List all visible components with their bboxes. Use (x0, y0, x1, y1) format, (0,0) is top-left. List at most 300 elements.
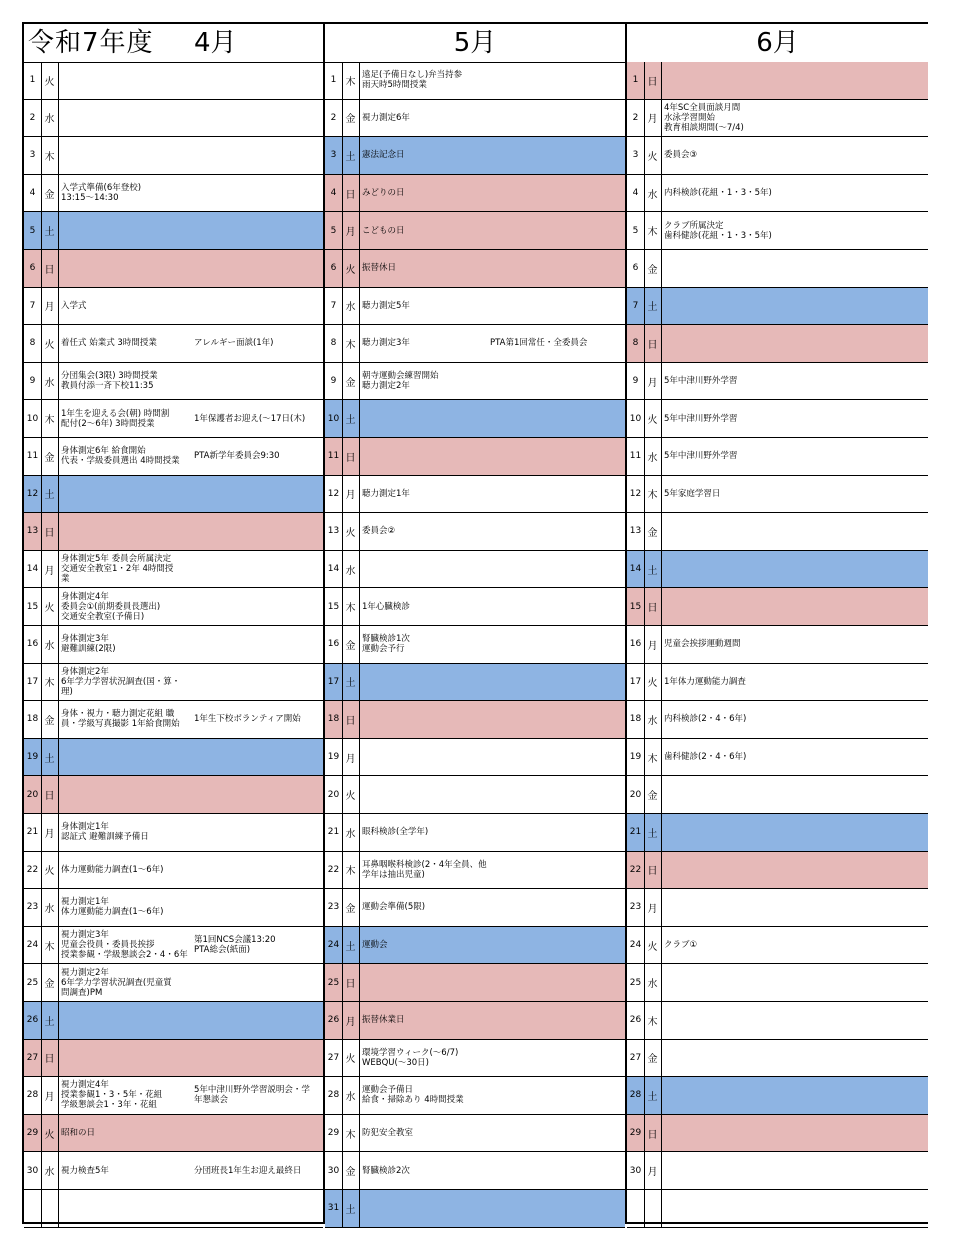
day-row (24, 1040, 323, 1078)
day-row (24, 325, 323, 363)
event-text (664, 814, 802, 851)
day-row (627, 739, 928, 777)
day-number: 22 (325, 852, 343, 889)
day-number: 4 (325, 175, 343, 212)
event-text: 4年SC全員面談月間 水泳学習開始 教育相談期間(～7/4) (664, 102, 744, 133)
events-cell (59, 1002, 323, 1039)
day-row (24, 1115, 323, 1153)
weekday: 木 (41, 137, 59, 174)
day-row (627, 1040, 928, 1078)
weekday: 土 (342, 400, 360, 437)
event-text: 遠足(予備日なし)弁当持参 雨天時5時間授業 (362, 70, 463, 91)
day-row (627, 1152, 928, 1190)
event-text-secondary (194, 776, 323, 813)
day-number: 26 (627, 1002, 645, 1039)
day-row (627, 1002, 928, 1040)
day-row (325, 588, 625, 626)
event-text-secondary (792, 1077, 928, 1114)
day-number: 30 (627, 1152, 645, 1189)
event-text-secondary (490, 1002, 625, 1039)
event-text-secondary (194, 1002, 323, 1039)
events-cell (360, 100, 625, 137)
event-text-secondary (490, 363, 625, 400)
day-number: 21 (325, 814, 343, 851)
events-cell (59, 626, 323, 663)
day-number: 18 (325, 701, 343, 738)
day-number: 15 (325, 588, 343, 625)
events-cell (662, 62, 928, 99)
day-number: 13 (24, 513, 42, 550)
weekday: 水 (342, 551, 360, 588)
events-cell (360, 852, 625, 889)
event-text-secondary: PTA第1回常任・全委員会 (490, 338, 588, 349)
day-number: 26 (325, 1002, 343, 1039)
day-number: 24 (325, 927, 343, 964)
event-text: 身体測定1年 認証式 避難訓練予備日 (61, 822, 149, 843)
events-cell (360, 363, 625, 400)
weekday: 木 (41, 400, 59, 437)
day-number: 1 (325, 62, 343, 99)
event-text-secondary (490, 100, 625, 137)
event-text (664, 1040, 802, 1077)
event-text-secondary (490, 1040, 625, 1077)
events-cell (59, 852, 323, 889)
weekday: 日 (41, 513, 59, 550)
event-text-secondary (490, 701, 625, 738)
month-column-june (627, 24, 928, 1222)
event-text (664, 325, 802, 362)
day-row (325, 551, 625, 589)
events-cell (360, 513, 625, 550)
events-cell (662, 175, 928, 212)
event-text-secondary (490, 664, 625, 701)
event-text: 視力測定4年 授業参観1・3・5年・花組 学級懇談会1・3年・花組 (61, 1080, 163, 1111)
weekday: 木 (342, 325, 360, 362)
day-row (325, 438, 625, 476)
day-number: 11 (24, 438, 42, 475)
day-row (24, 250, 323, 288)
day-number: 27 (24, 1040, 42, 1077)
event-text-secondary (792, 1002, 928, 1039)
event-text-secondary (490, 1190, 625, 1227)
event-text-secondary (792, 551, 928, 588)
day-row (325, 739, 625, 777)
events-cell (360, 701, 625, 738)
event-text: 腎臓検診2次 (362, 1165, 410, 1176)
day-number: 2 (627, 100, 645, 137)
events-cell (360, 250, 625, 287)
event-text-secondary (490, 964, 625, 1001)
weekday: 土 (644, 288, 662, 325)
weekday: 火 (644, 137, 662, 174)
event-text (61, 137, 199, 174)
weekday: 月 (644, 100, 662, 137)
event-text-secondary (792, 776, 928, 813)
events-cell (360, 325, 625, 362)
day-row (325, 137, 625, 175)
day-row (627, 964, 928, 1002)
events-cell (360, 288, 625, 325)
weekday: 水 (644, 701, 662, 738)
events-cell (59, 1040, 323, 1077)
event-text: 昭和の日 (61, 1128, 96, 1139)
events-cell (662, 701, 928, 738)
day-number: 8 (24, 325, 42, 362)
day-row (325, 212, 625, 250)
event-text: 内科検診(2・4・6年) (664, 714, 747, 725)
events-cell (662, 1040, 928, 1077)
day-number: 17 (325, 664, 343, 701)
events-cell (59, 363, 323, 400)
day-row (24, 513, 323, 551)
event-text-secondary: 5年中津川野外学習説明会・学 年懇談会 (194, 1085, 310, 1106)
event-text: 分団集会(3限) 3時間授業 教員付添一斉下校11:35 (61, 371, 158, 392)
day-row (325, 1115, 625, 1153)
event-text (664, 889, 802, 926)
event-text-secondary (490, 776, 625, 813)
day-number: 16 (325, 626, 343, 663)
day-row (24, 1190, 323, 1228)
event-text-secondary (490, 250, 625, 287)
day-number: 14 (24, 551, 42, 588)
events-cell (662, 438, 928, 475)
events-cell (59, 551, 323, 588)
events-cell (360, 1190, 625, 1227)
weekday: 木 (41, 664, 59, 701)
event-text (362, 664, 500, 701)
day-number: 19 (24, 739, 42, 776)
events-cell (360, 1077, 625, 1114)
events-cell (662, 551, 928, 588)
event-text-secondary (792, 288, 928, 325)
event-text (664, 513, 802, 550)
weekday: 水 (342, 1077, 360, 1114)
weekday: 日 (41, 776, 59, 813)
event-text-secondary (194, 212, 323, 249)
day-row (627, 438, 928, 476)
day-number: 26 (24, 1002, 42, 1039)
day-number: 27 (627, 1040, 645, 1077)
event-text-secondary (194, 739, 323, 776)
weekday: 月 (41, 814, 59, 851)
day-number: 5 (325, 212, 343, 249)
day-number: 20 (24, 776, 42, 813)
day-row (24, 739, 323, 777)
events-cell (59, 701, 323, 738)
event-text-secondary: 1年保護者お迎え(～17日(木) (194, 413, 306, 424)
weekday: 日 (644, 62, 662, 99)
day-number: 22 (24, 852, 42, 889)
day-number: 10 (325, 400, 343, 437)
day-number: 3 (24, 137, 42, 174)
month-header (24, 24, 323, 63)
event-text: 防犯安全教室 (362, 1128, 414, 1139)
month-header (627, 24, 928, 63)
day-number: 28 (627, 1077, 645, 1114)
event-text (362, 964, 500, 1001)
events-cell (59, 964, 323, 1001)
event-text-secondary (792, 814, 928, 851)
events-cell (662, 927, 928, 964)
day-row (325, 776, 625, 814)
event-text (362, 701, 500, 738)
events-cell (360, 400, 625, 437)
event-text-secondary (792, 588, 928, 625)
weekday: 金 (342, 889, 360, 926)
weekday: 金 (342, 363, 360, 400)
day-row (325, 62, 625, 100)
event-text: 環境学習ウィーク(～6/7) WEBQU(～30日) (362, 1047, 459, 1068)
month-column-may (325, 24, 627, 1222)
weekday: 水 (644, 438, 662, 475)
event-text-secondary (194, 551, 323, 588)
day-row (325, 964, 625, 1002)
event-text-secondary (792, 513, 928, 550)
weekday: 日 (644, 588, 662, 625)
events-cell (662, 250, 928, 287)
day-number: 12 (627, 476, 645, 513)
event-text (664, 1002, 802, 1039)
weekday: 月 (644, 626, 662, 663)
day-number: 14 (325, 551, 343, 588)
weekday: 木 (644, 212, 662, 249)
event-text-secondary (792, 739, 928, 776)
weekday: 火 (342, 776, 360, 813)
weekday: 月 (644, 1152, 662, 1189)
day-number: 12 (325, 476, 343, 513)
day-row (325, 363, 625, 401)
events-cell (662, 288, 928, 325)
weekday: 金 (342, 626, 360, 663)
event-text-secondary (194, 1040, 323, 1077)
event-text: 視力検査5年 (61, 1165, 109, 1176)
weekday: 金 (644, 776, 662, 813)
event-text: 視力測定6年 (362, 112, 410, 123)
event-text-secondary (194, 588, 323, 625)
event-text-secondary (194, 1115, 323, 1152)
weekday: 火 (342, 250, 360, 287)
events-cell (360, 626, 625, 663)
event-text (664, 1115, 802, 1152)
day-number: 31 (325, 1190, 343, 1227)
day-row (325, 325, 625, 363)
event-text-secondary (490, 212, 625, 249)
events-cell (662, 1190, 928, 1227)
day-row (627, 1077, 928, 1115)
events-cell (59, 325, 323, 362)
day-number: 30 (325, 1152, 343, 1189)
day-number: 2 (325, 100, 343, 137)
event-text (61, 1002, 199, 1039)
weekday: 木 (644, 476, 662, 513)
event-text-secondary (194, 964, 323, 1001)
day-number: 15 (24, 588, 42, 625)
event-text (61, 513, 199, 550)
weekday: 土 (644, 1077, 662, 1114)
events-cell (360, 1040, 625, 1077)
event-text (664, 250, 802, 287)
event-text: 5年中津川野外学習 (664, 376, 738, 387)
day-number: 29 (627, 1115, 645, 1152)
weekday: 水 (342, 288, 360, 325)
events-cell (360, 476, 625, 513)
events-cell (360, 927, 625, 964)
event-text: 視力測定1年 体力運動能力調査(1～6年) (61, 897, 164, 918)
event-text: 5年中津川野外学習 (664, 413, 738, 424)
day-row (24, 701, 323, 739)
day-number: 22 (627, 852, 645, 889)
event-text-secondary (194, 363, 323, 400)
month-title: 4月 (194, 28, 237, 58)
day-row (325, 1077, 625, 1115)
event-text (362, 438, 500, 475)
event-text: 運動会 (362, 940, 388, 951)
school-calendar (22, 22, 928, 1224)
event-text-secondary (792, 212, 928, 249)
day-number (627, 1190, 645, 1227)
event-text-secondary (490, 889, 625, 926)
event-text-secondary (490, 1115, 625, 1152)
event-text (664, 852, 802, 889)
weekday: 火 (644, 927, 662, 964)
day-row (325, 1152, 625, 1190)
day-number: 20 (325, 776, 343, 813)
day-number: 6 (325, 250, 343, 287)
event-text-secondary (490, 400, 625, 437)
day-row (627, 400, 928, 438)
weekday: 日 (342, 175, 360, 212)
event-text: 委員会③ (664, 150, 698, 161)
day-number: 29 (325, 1115, 343, 1152)
day-number: 19 (627, 739, 645, 776)
weekday: 金 (41, 964, 59, 1001)
events-cell (662, 363, 928, 400)
weekday: 金 (342, 100, 360, 137)
event-text (362, 551, 500, 588)
event-text-secondary (490, 1152, 625, 1189)
day-row (24, 852, 323, 890)
events-cell (59, 1152, 323, 1189)
weekday: 日 (644, 1115, 662, 1152)
event-text-secondary (490, 476, 625, 513)
weekday: 金 (342, 1152, 360, 1189)
day-row (627, 476, 928, 514)
month-header (325, 24, 625, 63)
event-text-secondary (792, 1152, 928, 1189)
weekday: 月 (342, 739, 360, 776)
event-text-secondary (792, 889, 928, 926)
weekday: 水 (41, 100, 59, 137)
day-number: 3 (325, 137, 343, 174)
event-text-secondary (792, 927, 928, 964)
events-cell (360, 62, 625, 99)
day-row (627, 852, 928, 890)
event-text-secondary (792, 1040, 928, 1077)
event-text-secondary (490, 175, 625, 212)
events-cell (59, 100, 323, 137)
event-text (362, 776, 500, 813)
weekday: 土 (342, 927, 360, 964)
day-number: 20 (627, 776, 645, 813)
day-number: 11 (627, 438, 645, 475)
event-text-secondary (194, 513, 323, 550)
day-row (325, 250, 625, 288)
weekday: 土 (342, 664, 360, 701)
day-row (325, 927, 625, 965)
events-cell (662, 626, 928, 663)
event-text-secondary (792, 664, 928, 701)
events-cell (360, 438, 625, 475)
day-row (325, 400, 625, 438)
day-number: 28 (24, 1077, 42, 1114)
weekday: 金 (41, 701, 59, 738)
weekday: 火 (41, 852, 59, 889)
weekday: 月 (342, 1002, 360, 1039)
events-cell (662, 1077, 928, 1114)
event-text-secondary (194, 476, 323, 513)
day-row (627, 250, 928, 288)
day-number: 11 (325, 438, 343, 475)
day-number: 19 (325, 739, 343, 776)
day-row (627, 363, 928, 401)
event-text: 憲法記念日 (362, 150, 405, 161)
day-number: 8 (325, 325, 343, 362)
events-cell (662, 212, 928, 249)
event-text-secondary (194, 250, 323, 287)
day-row (325, 175, 625, 213)
day-number: 9 (24, 363, 42, 400)
event-text: 委員会② (362, 526, 396, 537)
event-text (664, 288, 802, 325)
day-number: 9 (627, 363, 645, 400)
event-text: クラブ① (664, 940, 698, 951)
event-text: 聴力測定3年 (362, 338, 410, 349)
day-number: 14 (627, 551, 645, 588)
day-row (627, 212, 928, 250)
event-text (61, 1040, 199, 1077)
weekday: 火 (41, 1115, 59, 1152)
day-number: 6 (627, 250, 645, 287)
day-row (24, 626, 323, 664)
day-row (325, 814, 625, 852)
weekday: 日 (41, 1040, 59, 1077)
event-text: 5年家庭学習日 (664, 488, 721, 499)
weekday: 水 (342, 814, 360, 851)
weekday: 火 (342, 513, 360, 550)
event-text: 5年中津川野外学習 (664, 451, 738, 462)
day-row (24, 175, 323, 213)
weekday: 日 (342, 701, 360, 738)
weekday: 月 (41, 1077, 59, 1114)
events-cell (662, 513, 928, 550)
weekday (644, 1190, 662, 1227)
events-cell (360, 664, 625, 701)
day-row (325, 476, 625, 514)
event-text (61, 250, 199, 287)
day-number: 13 (627, 513, 645, 550)
day-row (325, 1040, 625, 1078)
day-row (627, 551, 928, 589)
events-cell (360, 212, 625, 249)
events-cell (59, 1115, 323, 1152)
event-text: 1年生を迎える会(朝) 時間割 配付(2～6年) 3時間授業 (61, 408, 170, 429)
weekday: 土 (644, 814, 662, 851)
event-text-secondary (490, 513, 625, 550)
events-cell (360, 739, 625, 776)
day-number: 1 (24, 62, 42, 99)
event-text-secondary (194, 100, 323, 137)
weekday: 火 (644, 664, 662, 701)
